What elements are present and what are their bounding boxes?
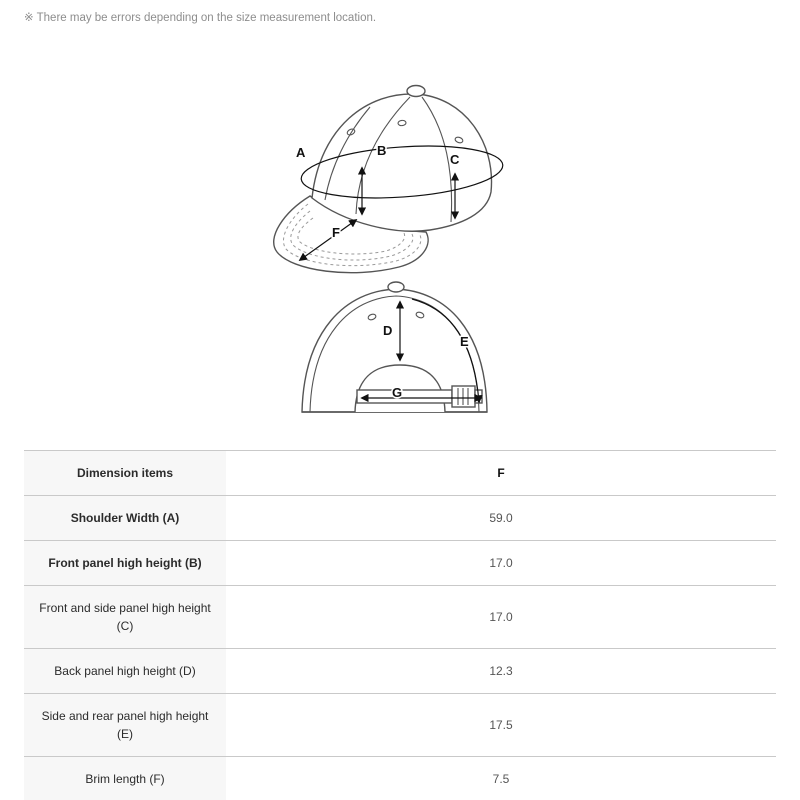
dimension-value: 17.0 xyxy=(226,541,776,586)
cap-crown xyxy=(312,94,492,231)
label-b: B xyxy=(377,143,387,158)
label-c: C xyxy=(450,152,460,167)
table-header-row xyxy=(24,451,776,496)
table-row xyxy=(24,757,776,800)
size-table xyxy=(24,450,776,800)
dimension-label: Front and side panel high height (C) xyxy=(24,586,226,649)
label-d: D xyxy=(383,323,393,338)
dimension-label: Brim length (F) xyxy=(24,757,226,800)
dimension-label: Side and rear panel high height (E) xyxy=(24,694,226,757)
dimension-value: 7.5 xyxy=(226,757,776,800)
cap-back-view xyxy=(302,282,487,412)
header-size-f: F xyxy=(226,451,776,496)
table-row xyxy=(24,694,776,757)
table-row xyxy=(24,586,776,649)
table-row xyxy=(24,541,776,586)
dimension-value: 59.0 xyxy=(226,496,776,541)
cap-strap xyxy=(357,390,452,403)
cap-button-back xyxy=(388,282,404,292)
cap-side-view xyxy=(274,86,505,273)
dimension-label: Back panel high height (D) xyxy=(24,649,226,694)
table-row xyxy=(24,649,776,694)
dimension-value: 17.5 xyxy=(226,694,776,757)
cap-measurement-diagram xyxy=(250,80,550,430)
table-row xyxy=(24,496,776,541)
label-e: E xyxy=(460,334,469,349)
dimension-label: Front panel high height (B) xyxy=(24,541,226,586)
measurement-note: ※ There may be errors depending on the size measurement location. xyxy=(24,12,377,24)
label-a: A xyxy=(296,145,306,160)
header-dimension-items: Dimension items xyxy=(24,451,226,496)
dimension-label: Shoulder Width (A) xyxy=(24,496,226,541)
dimension-value: 12.3 xyxy=(226,649,776,694)
label-g: G xyxy=(392,385,403,400)
label-f: F xyxy=(332,225,340,240)
dimension-value: 17.0 xyxy=(226,586,776,649)
cap-button xyxy=(407,86,425,97)
